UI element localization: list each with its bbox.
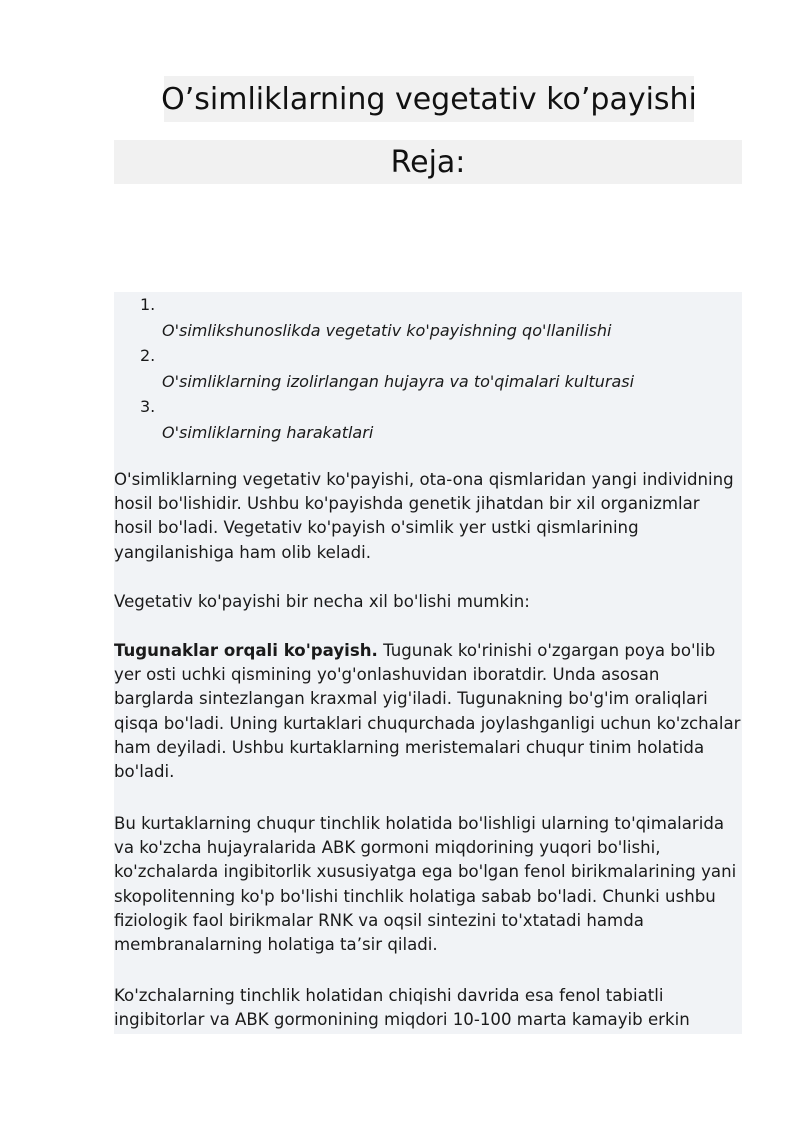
paragraph-tubers-text: Tugunak ko'rinishi o'zgargan poya bo'lib yer osti uchki qismining yo'g'onlashuvidan iboratdir. Unda asosan barglarda sintezlangan kraxmal yig'iladi. Tugunakning bo'g'im oraliqlari qisqa bo'ladi. Uning kurtaklari chuqurchada joylashganligi uchun ko'zchalar ham deyiladi. Ushbu kurtaklarning meristemalari chuqur tinim holatida bo'ladi. [114,641,741,782]
paragraph-intro: O'simliklarning vegetativ ko'payishi, ota-ona qismlaridan yangi individning hosil bo'lishidir. Ushbu ko'payishda genetik jihatdan bir xil organizmlar hosil bo'ladi. Vegetativ ko'payish o'simlik yer ustki qismlarining yangilanishiga ham olib keladi. [114,470,734,562]
plan-item-number: 3. [140,397,156,416]
plan-item-number: 1. [140,295,156,314]
plan-item [114,394,742,445]
document-title: O’simliklarning vegetativ ko’payishi [164,76,694,122]
plan-item-number: 2. [140,346,156,365]
plan-item-text: O'simliklarning izolirlangan hujayra va to'qimalari kulturasi [162,372,635,391]
plan-item [114,343,742,394]
paragraph-awakening: Ko'zchalarning tinchlik holatidan chiqishi davrida esa fenol tabiatli ingibitorlar va ABK gormonining miqdori 10-100 marta kamayib erkin [114,986,690,1030]
plan-item [114,292,742,343]
paragraph-dormancy: Bu kurtaklarning chuqur tinchlik holatida bo'lishligi ularning to'qimalarida va ko'zcha hujayralarida ABK gormoni miqdorining yuqori bo'lishi, ko'zchalarda ingibitorlik xususiyatga ega bo'lgan fenol birikmalarining yani skopolitenning ko'p bo'lishi tinchlik holatiga sabab bo'ladi. Chunki ushbu fiziologik faol birikmalar RNK va oqsil sintezini to'xtatadi hamda membranalarning holatiga ta’sir qiladi. [114,814,737,955]
plan-item-text: O'simlikshunoslikda vegetativ ko'payishning qo'llanilishi [162,321,612,340]
paragraph-tubers [114,639,742,784]
plan-heading: Reja: [114,140,742,184]
document-body [114,292,742,1034]
plan-list [114,292,742,445]
paragraph-types: Vegetativ ko'payishi bir necha xil bo'lishi mumkin: [114,592,530,611]
paragraph-tubers-heading: Tugunaklar orqali ko'payish. [114,641,378,660]
plan-item-text: O'simliklarning harakatlari [162,423,374,442]
